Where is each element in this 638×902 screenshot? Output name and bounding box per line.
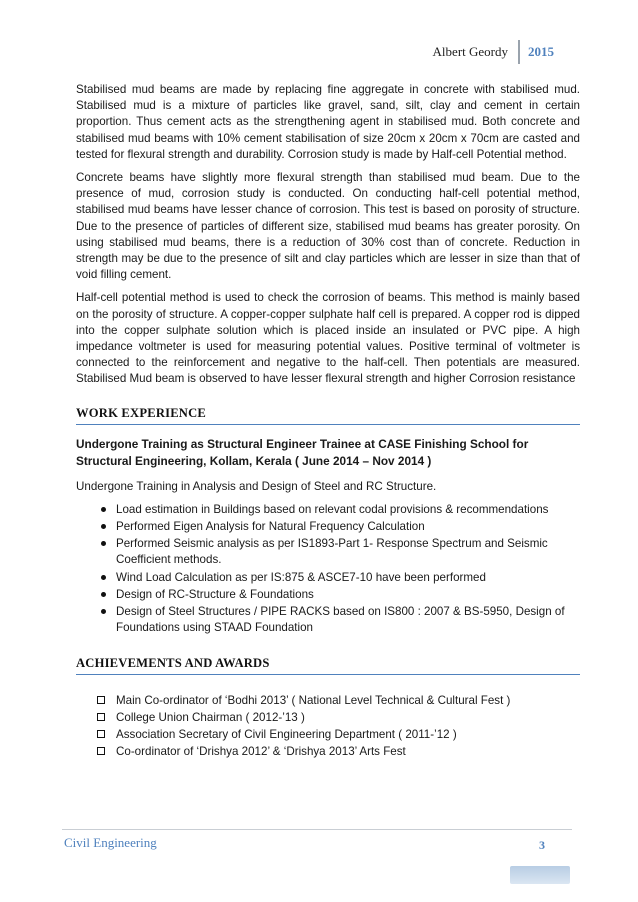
page-number: 3 xyxy=(539,838,545,852)
work-bullet-list xyxy=(76,502,580,637)
checkbox-bullet-icon xyxy=(97,696,105,704)
paragraph: Half-cell potential method is used to check the corrosion of beams. This method is mainly based on the porosity of structure. A copper-copper sulphate half cell is prepared. A copper rod is dipped into the copper sulphate solution which is placed inside an insulated or PVC pipe. A high impedance voltmeter is used for measuring potential values. Positive terminal of voltmeter is connected to the reinforcement and negative to the half-cell. Then potentials are measured. Stabilised Mud beam is observed to have lesser flexural strength and higher Corrosion resistance xyxy=(76,291,580,386)
bullet-icon xyxy=(101,507,106,512)
bullet-icon xyxy=(101,541,106,546)
checkbox-bullet-icon xyxy=(97,713,105,721)
list-item: Wind Load Calculation as per IS:875 & ASCE7-10 have been performed xyxy=(76,570,580,586)
list-item: Association Secretary of Civil Engineering Department ( 2011-’12 ) xyxy=(76,726,580,743)
checkbox-bullet-icon xyxy=(97,747,105,755)
list-item: Performed Eigen Analysis for Natural Frequency Calculation xyxy=(76,519,580,535)
achievements-list xyxy=(76,692,580,760)
header-author: Albert Geordy xyxy=(432,44,508,59)
bullet-icon xyxy=(101,575,106,580)
paragraph: Stabilised mud beams are made by replacing fine aggregate in concrete with stabilised mud. Stabilised mud is a mixture of particles like gravel, sand, silt, clay and cement in certain proportion. Thus cement acts as the strengthening agent in stabilised mud. Both concrete and stabilised mud beams with 10% cement stabilisation of size 20cm x 20cm x 70cm are casted and tested for flexural strength and durability. Corrosion study is made by Half-cell Potential method. xyxy=(76,83,580,161)
list-item: College Union Chairman ( 2012-’13 ) xyxy=(76,709,580,726)
section-title: ACHIEVEMENTS AND AWARDS xyxy=(76,656,580,675)
achievements-section xyxy=(76,656,580,760)
section-title: WORK EXPERIENCE xyxy=(76,406,580,425)
work-experience-section xyxy=(76,406,580,637)
list-item: Performed Seismic analysis as per IS1893-Part 1- Response Spectrum and Seismic Coefficient methods. xyxy=(76,536,580,568)
corner-decoration xyxy=(510,866,570,884)
list-item: Main Co-ordinator of ‘Bodhi 2013’ ( National Level Technical & Cultural Fest ) xyxy=(76,692,580,709)
list-item: Load estimation in Buildings based on relevant codal provisions & recommendations xyxy=(76,502,580,518)
list-item: Design of Steel Structures / PIPE RACKS based on IS800 : 2007 & BS-5950, Design of Foundations using STAAD Foundation xyxy=(76,604,580,636)
header-year: 2015 xyxy=(528,44,554,59)
job-summary: Undergone Training in Analysis and Design of Steel and RC Structure. xyxy=(76,479,437,493)
paragraph: Concrete beams have slightly more flexural strength than stabilised mud beam. Due to the presence of mud, corrosion study is conducted. On conducting half-cell potential method, stabilised mud beams have lesser chance of corrosion. This test is based on porosity of structure. Due to the presence of particles of different size, stabilised mud beams has greater porosity. On using stabilised mud beams, there is a reduction of 30% cost than of concrete. Reduction in strength may be due to the presence of silt and clay particles which are lesser in size than that of void filling cement. xyxy=(76,171,580,282)
list-item: Design of RC-Structure & Foundations xyxy=(76,587,580,603)
checkbox-bullet-icon xyxy=(97,730,105,738)
bullet-icon xyxy=(101,609,106,614)
page-content xyxy=(76,82,580,760)
page-header xyxy=(433,40,554,64)
bullet-icon xyxy=(101,524,106,529)
footer-divider xyxy=(62,829,572,830)
bullet-icon xyxy=(101,592,106,597)
list-item: Co-ordinator of ‘Drishya 2012’ & ‘Drishya 2013’ Arts Fest xyxy=(76,743,580,760)
job-title: Undergone Training as Structural Engineer Trainee at CASE Finishing School for Structural Engineering, Kollam, Kerala ( June 2014 – Nov 2014 ) xyxy=(76,436,529,468)
footer-department: Civil Engineering xyxy=(64,835,157,850)
